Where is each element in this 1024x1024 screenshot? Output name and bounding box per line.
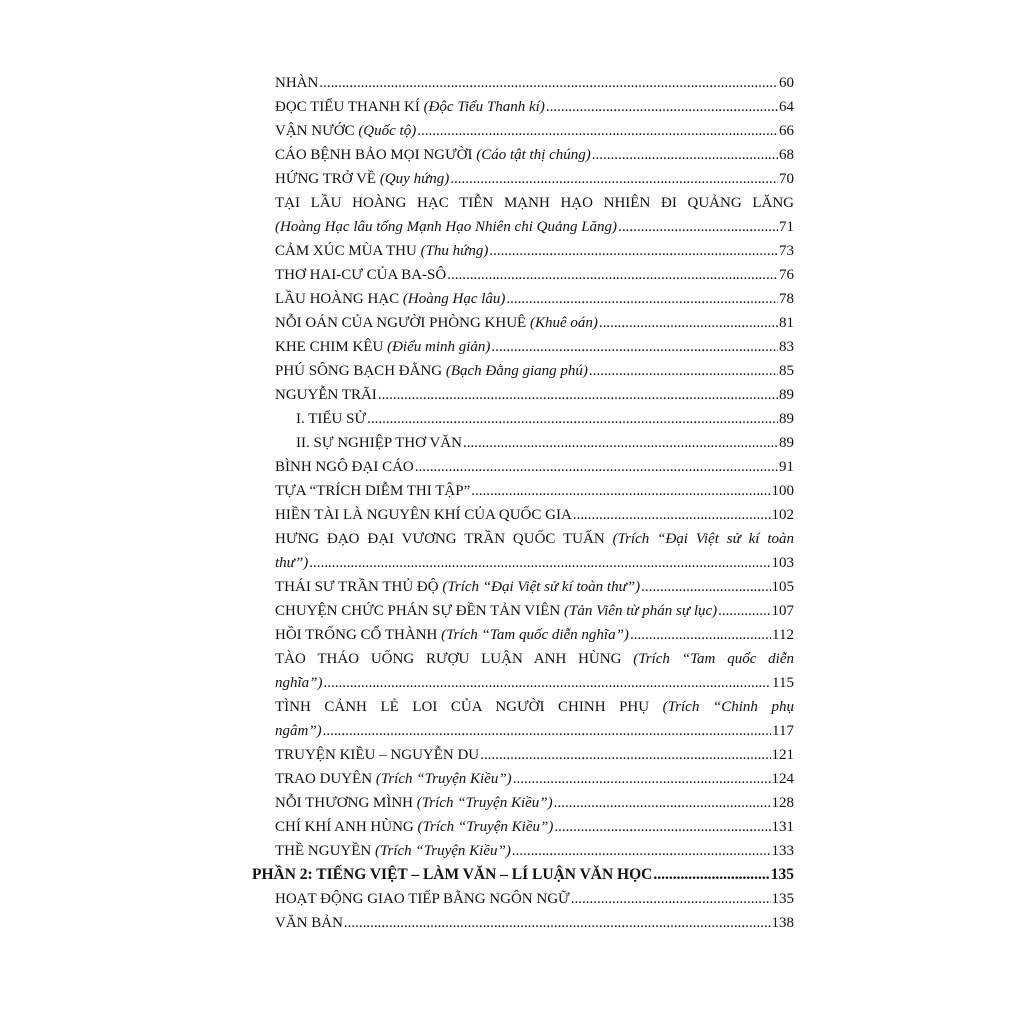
toc-entry[interactable] bbox=[275, 311, 794, 335]
entry-subtitle: (Trích “Truyện Kiều”) bbox=[416, 795, 553, 811]
entry-page: 135 bbox=[771, 891, 794, 907]
entry-subtitle: (Trích “Chinh phụ bbox=[662, 699, 794, 715]
entry-subtitle: (Quy hứng) bbox=[379, 171, 450, 187]
toc-entry[interactable] bbox=[275, 695, 794, 743]
entry-title: HỒI TRỐNG CỔ THÀNH bbox=[275, 627, 442, 643]
entry-title: NHÀN bbox=[275, 75, 319, 91]
dot-leader bbox=[323, 719, 771, 743]
entry-page: 102 bbox=[771, 507, 794, 523]
dot-leader bbox=[450, 167, 778, 191]
dot-leader bbox=[471, 479, 770, 503]
entry-page: 89 bbox=[779, 435, 794, 451]
dot-leader bbox=[506, 287, 778, 311]
toc-entry[interactable] bbox=[275, 119, 794, 143]
entry-subtitle: (Điểu minh giản) bbox=[387, 339, 491, 355]
entry-title: THÁI SƯ TRẦN THỦ ĐỘ bbox=[275, 579, 443, 595]
entry-title: BÌNH NGÔ ĐẠI CÁO bbox=[275, 459, 414, 475]
entry-page: 68 bbox=[779, 147, 794, 163]
entry-title: VĂN BẢN bbox=[275, 915, 343, 931]
toc-entry[interactable] bbox=[275, 239, 794, 263]
dot-leader bbox=[447, 263, 778, 287]
toc-entry[interactable] bbox=[275, 95, 794, 119]
dot-leader bbox=[324, 671, 772, 695]
toc-entry[interactable] bbox=[275, 623, 794, 647]
entry-page: 89 bbox=[779, 387, 794, 403]
toc-entry[interactable] bbox=[275, 647, 794, 695]
entry-page: 70 bbox=[779, 171, 794, 187]
entry-page: 76 bbox=[779, 267, 794, 283]
entry-page: 124 bbox=[771, 771, 794, 787]
entry-subtitle: (Trích “Tam quốc diễn bbox=[633, 651, 795, 667]
entry-subtitle: (Trích “Đại Việt sử kí toàn bbox=[612, 531, 794, 547]
entry-subtitle: (Độc Tiểu Thanh kí) bbox=[423, 99, 545, 115]
dot-leader bbox=[571, 887, 771, 911]
dot-leader bbox=[618, 215, 778, 239]
toc-entry[interactable] bbox=[275, 359, 794, 383]
entry-page: 91 bbox=[779, 459, 794, 475]
toc-part-heading[interactable] bbox=[252, 863, 794, 887]
dot-leader bbox=[554, 815, 770, 839]
dot-leader bbox=[367, 407, 778, 431]
entry-page: 89 bbox=[779, 411, 794, 427]
entry-subtitle: (Trích “Truyện Kiều”) bbox=[417, 819, 554, 835]
entry-subtitle-cont: nghĩa”) bbox=[275, 675, 323, 691]
entry-subtitle: (Hoàng Hạc lâu) bbox=[402, 291, 506, 307]
entry-title: CÁO BỆNH BẢO MỌI NGƯỜI bbox=[275, 147, 477, 163]
entry-title: II. SỰ NGHIỆP THƠ VĂN bbox=[296, 435, 462, 451]
entry-title: KHE CHIM KÊU bbox=[275, 339, 388, 355]
toc-entry[interactable] bbox=[275, 887, 794, 911]
entry-title: NỖI OÁN CỦA NGƯỜI PHÒNG KHUÊ bbox=[275, 315, 530, 331]
entry-title: HOẠT ĐỘNG GIAO TIẾP BẰNG NGÔN NGỮ bbox=[275, 891, 570, 907]
entry-title: THƠ HAI-CƯ CỦA BA-SÔ bbox=[275, 267, 447, 283]
toc-entry[interactable] bbox=[275, 191, 794, 239]
entry-subtitle: (Trích “Truyện Kiều”) bbox=[374, 843, 511, 859]
toc-entry[interactable] bbox=[275, 143, 794, 167]
entry-title: CẢM XÚC MÙA THU bbox=[275, 243, 421, 259]
entry-subtitle: (Thu hứng) bbox=[420, 243, 489, 259]
dot-leader bbox=[417, 119, 778, 143]
entry-page: 73 bbox=[779, 243, 794, 259]
entry-title: VẬN NƯỚC bbox=[275, 123, 359, 139]
entry-page: 103 bbox=[771, 555, 794, 571]
entry-page: 100 bbox=[771, 483, 794, 499]
dot-leader bbox=[489, 239, 778, 263]
entry-title: TÀO THÁO UỐNG RƯỢU LUẬN ANH HÙNG bbox=[275, 651, 634, 667]
entry-page: 128 bbox=[771, 795, 794, 811]
dot-leader bbox=[554, 791, 771, 815]
toc-entry[interactable] bbox=[275, 455, 794, 479]
dot-leader bbox=[653, 863, 769, 887]
entry-page: 71 bbox=[779, 219, 794, 235]
toc-entry[interactable] bbox=[275, 503, 794, 527]
toc-subentry[interactable] bbox=[296, 431, 794, 455]
toc-entry[interactable] bbox=[275, 527, 794, 575]
entry-subtitle: (Cáo tật thị chúng) bbox=[476, 147, 591, 163]
dot-leader bbox=[463, 431, 778, 455]
entry-subtitle-cont: thư”) bbox=[275, 555, 309, 571]
entry-page: 121 bbox=[771, 747, 794, 763]
dot-leader bbox=[573, 503, 771, 527]
toc-entry[interactable] bbox=[275, 383, 794, 407]
entry-title: TRAO DUYÊN bbox=[275, 771, 376, 787]
entry-title: TRUYỆN KIỀU – NGUYỄN DU bbox=[275, 747, 480, 763]
entry-page: 83 bbox=[779, 339, 794, 355]
entry-title: HỨNG TRỞ VỀ bbox=[275, 171, 380, 187]
entry-page: 138 bbox=[771, 915, 794, 931]
entry-title: HIỀN TÀI LÀ NGUYÊN KHÍ CỦA QUỐC GIA bbox=[275, 507, 572, 523]
entry-title: TỰA “TRÍCH DIỄM THI TẬP” bbox=[275, 483, 471, 499]
dot-leader bbox=[589, 359, 778, 383]
entry-page: 117 bbox=[772, 723, 794, 739]
toc-entry[interactable] bbox=[275, 335, 794, 359]
entry-subtitle: (Trích “Đại Việt sử kí toàn thư”) bbox=[442, 579, 641, 595]
entry-page: 66 bbox=[779, 123, 794, 139]
toc-entry[interactable] bbox=[275, 599, 794, 623]
part-title: PHẦN 2: TIẾNG VIỆT – LÀM VĂN – LÍ LUẬN VĂN HỌC bbox=[252, 866, 653, 883]
dot-leader bbox=[599, 311, 778, 335]
toc-entry[interactable] bbox=[275, 839, 794, 863]
entry-subtitle: (Trích “Tam quốc diễn nghĩa”) bbox=[441, 627, 629, 643]
entry-title: ĐỌC TIỂU THANH KÍ bbox=[275, 99, 424, 115]
entry-page: 131 bbox=[771, 819, 794, 835]
entry-subtitle: (Hoàng Hạc lâu tống Mạnh Hạo Nhiên chi Quảng Lăng) bbox=[275, 219, 618, 235]
dot-leader bbox=[592, 143, 778, 167]
dot-leader bbox=[344, 911, 771, 935]
entry-title: CHUYỆN CHỨC PHÁN SỰ ĐỀN TẢN VIÊN bbox=[275, 603, 564, 619]
toc-entry[interactable] bbox=[275, 767, 794, 791]
entry-title: HƯNG ĐẠO ĐẠI VƯƠNG TRẦN QUỐC TUẤN bbox=[275, 531, 613, 547]
entry-title: TẠI LẦU HOÀNG HẠC TIỄN MẠNH HẠO NHIÊN ĐI QUẢNG LĂNG bbox=[275, 195, 794, 211]
toc-entry[interactable] bbox=[275, 287, 794, 311]
toc-subentry[interactable] bbox=[296, 407, 794, 431]
toc-entry[interactable] bbox=[275, 791, 794, 815]
entry-subtitle: (Quốc tộ) bbox=[358, 123, 417, 139]
toc-entry[interactable] bbox=[275, 263, 794, 287]
entry-page: 112 bbox=[772, 627, 794, 643]
dot-leader bbox=[480, 743, 770, 767]
dot-leader bbox=[718, 599, 770, 623]
entry-subtitle-cont: ngâm”) bbox=[275, 723, 322, 739]
dot-leader bbox=[309, 551, 770, 575]
toc-entry[interactable] bbox=[275, 911, 794, 935]
toc-entry[interactable] bbox=[275, 815, 794, 839]
entry-subtitle: (Tản Viên từ phán sự lục) bbox=[563, 603, 718, 619]
toc-entry[interactable] bbox=[275, 743, 794, 767]
dot-leader bbox=[319, 71, 778, 95]
entry-title: NGUYỄN TRÃI bbox=[275, 387, 377, 403]
entry-page: 81 bbox=[779, 315, 794, 331]
entry-page: 60 bbox=[779, 75, 794, 91]
entry-page: 64 bbox=[779, 99, 794, 115]
toc-entry[interactable] bbox=[275, 575, 794, 599]
entry-page: 85 bbox=[779, 363, 794, 379]
toc-entry[interactable] bbox=[275, 167, 794, 191]
entry-title: TÌNH CẢNH LẺ LOI CỦA NGƯỜI CHINH PHỤ bbox=[275, 699, 663, 715]
dot-leader bbox=[491, 335, 778, 359]
entry-subtitle: (Trích “Truyện Kiều”) bbox=[375, 771, 512, 787]
entry-subtitle: (Khuê oán) bbox=[529, 315, 598, 331]
entry-title: LẦU HOÀNG HẠC bbox=[275, 291, 403, 307]
toc-entry[interactable] bbox=[275, 479, 794, 503]
entry-title: NỖI THƯƠNG MÌNH bbox=[275, 795, 417, 811]
table-of-contents bbox=[252, 71, 794, 935]
entry-page: 133 bbox=[771, 843, 794, 859]
entry-title: THỀ NGUYỀN bbox=[275, 843, 375, 859]
entry-page: 115 bbox=[772, 675, 794, 691]
entry-title: CHÍ KHÍ ANH HÙNG bbox=[275, 819, 418, 835]
dot-leader bbox=[546, 95, 778, 119]
entry-title: PHÚ SÔNG BẠCH ĐẰNG bbox=[275, 363, 446, 379]
dot-leader bbox=[512, 839, 771, 863]
dot-leader bbox=[513, 767, 771, 791]
entry-title: I. TIỂU SỬ bbox=[296, 411, 367, 427]
dot-leader bbox=[630, 623, 771, 647]
entry-page: 105 bbox=[771, 579, 794, 595]
entry-subtitle: (Bạch Đằng giang phú) bbox=[445, 363, 588, 379]
dot-leader bbox=[415, 455, 778, 479]
dot-leader bbox=[641, 575, 770, 599]
toc-entry[interactable] bbox=[275, 71, 794, 95]
entry-page: 135 bbox=[770, 866, 794, 883]
dot-leader bbox=[378, 383, 778, 407]
entry-page: 107 bbox=[771, 603, 794, 619]
entry-page: 78 bbox=[779, 291, 794, 307]
